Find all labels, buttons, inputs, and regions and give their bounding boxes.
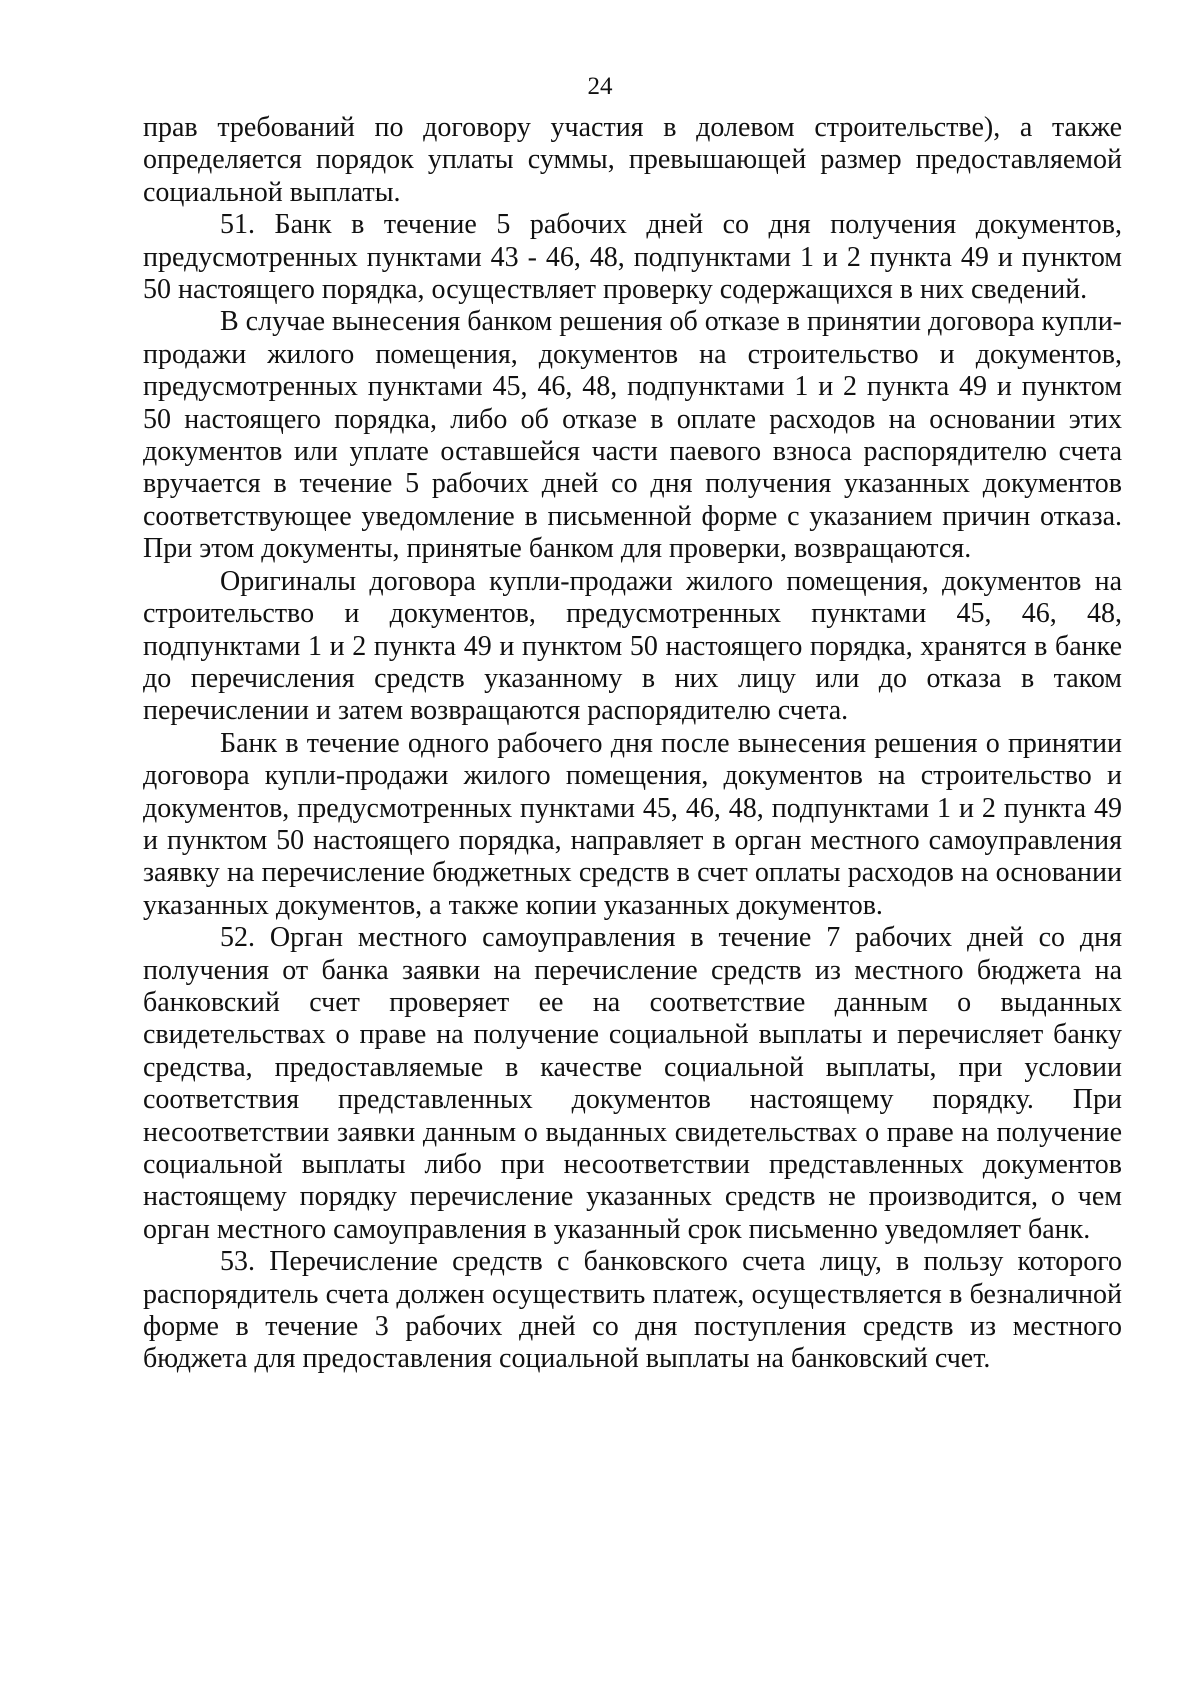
page-number: 24	[587, 73, 613, 100]
paragraph-bank-request: Банк в течение одного рабочего дня после вынесения решения о принятии договора купли-продажи жилого помещения, документов на строительство и документов, предусмотренных пунктами 45, 46, 48, подпунктами 1 и 2 пункта 49 и пунктом 50 настоящего порядка, направляет в орган местного самоуправления заявку на перечисление бюджетных средств в счет оплаты расходов на основании указанных документов, а также копии указанных документов.	[143, 727, 1122, 921]
paragraph-item-53: 53. Перечисление средств с банковского счета лицу, в пользу которого распорядитель счета должен осуществить платеж, осуществляется в безналичной форме в течение 3 рабочих дней со дня поступления средств из местного бюджета для предоставления социальной выплаты на банковский счет.	[143, 1246, 1122, 1375]
paragraph-originals-storage: Оригиналы договора купли-продажи жилого помещения, документов на строительство и документов, предусмотренных пунктами 45, 46, 48, подпунктами 1 и 2 пункта 49 и пунктом 50 настоящего порядка, хранятся в банке до перечисления средств указанному в них лицу или до отказа в таком перечислении и затем возвращаются распорядителю счета.	[143, 565, 1122, 727]
paragraph-item-52: 52. Орган местного самоуправления в течение 7 рабочих дней со дня получения от банка заявки на перечисление средств из местного бюджета на банковский счет проверяет ее на соответствие данным о выданных свидетельствах о праве на получение социальной выплаты и перечисляет банку средства, предоставляемые в качестве социальной выплаты, при условии соответствия представленных документов настоящему порядку. При несоответствии заявки данным о выданных свидетельствах о праве на получение социальной выплаты либо при несоответствии представленных документов настоящему порядку перечисление указанных средств не производится, о чем орган местного самоуправления в указанный срок письменно уведомляет банк.	[143, 922, 1122, 1245]
paragraph-continuation: прав требований по договору участия в долевом строительстве), а также определяется порядок уплаты суммы, превышающей размер предоставляемой социальной выплаты.	[143, 112, 1122, 208]
paragraph-item-51: 51. Банк в течение 5 рабочих дней со дня получения документов, предусмотренных пунктами 43 - 46, 48, подпунктами 1 и 2 пункта 49 и пунктом 50 настоящего порядка, осуществляет проверку содержащихся в них сведений.	[143, 209, 1122, 306]
document-body	[143, 112, 1122, 1376]
paragraph-refusal-notice: В случае вынесения банком решения об отказе в принятии договора купли-продажи жилого помещения, документов на строительство и документов, предусмотренных пунктами 45, 46, 48, подпунктами 1 и 2 пункта 49 и пунктом 50 настоящего порядка, либо об отказе в оплате расходов на основании этих документов или уплате оставшейся части паевого взноса распорядителю счета вручается в течение 5 рабочих дней со дня получения указанных документов соответствующее уведомление в письменной форме с указанием причин отказа. При этом документы, принятые банком для проверки, возвращаются.	[143, 306, 1122, 565]
